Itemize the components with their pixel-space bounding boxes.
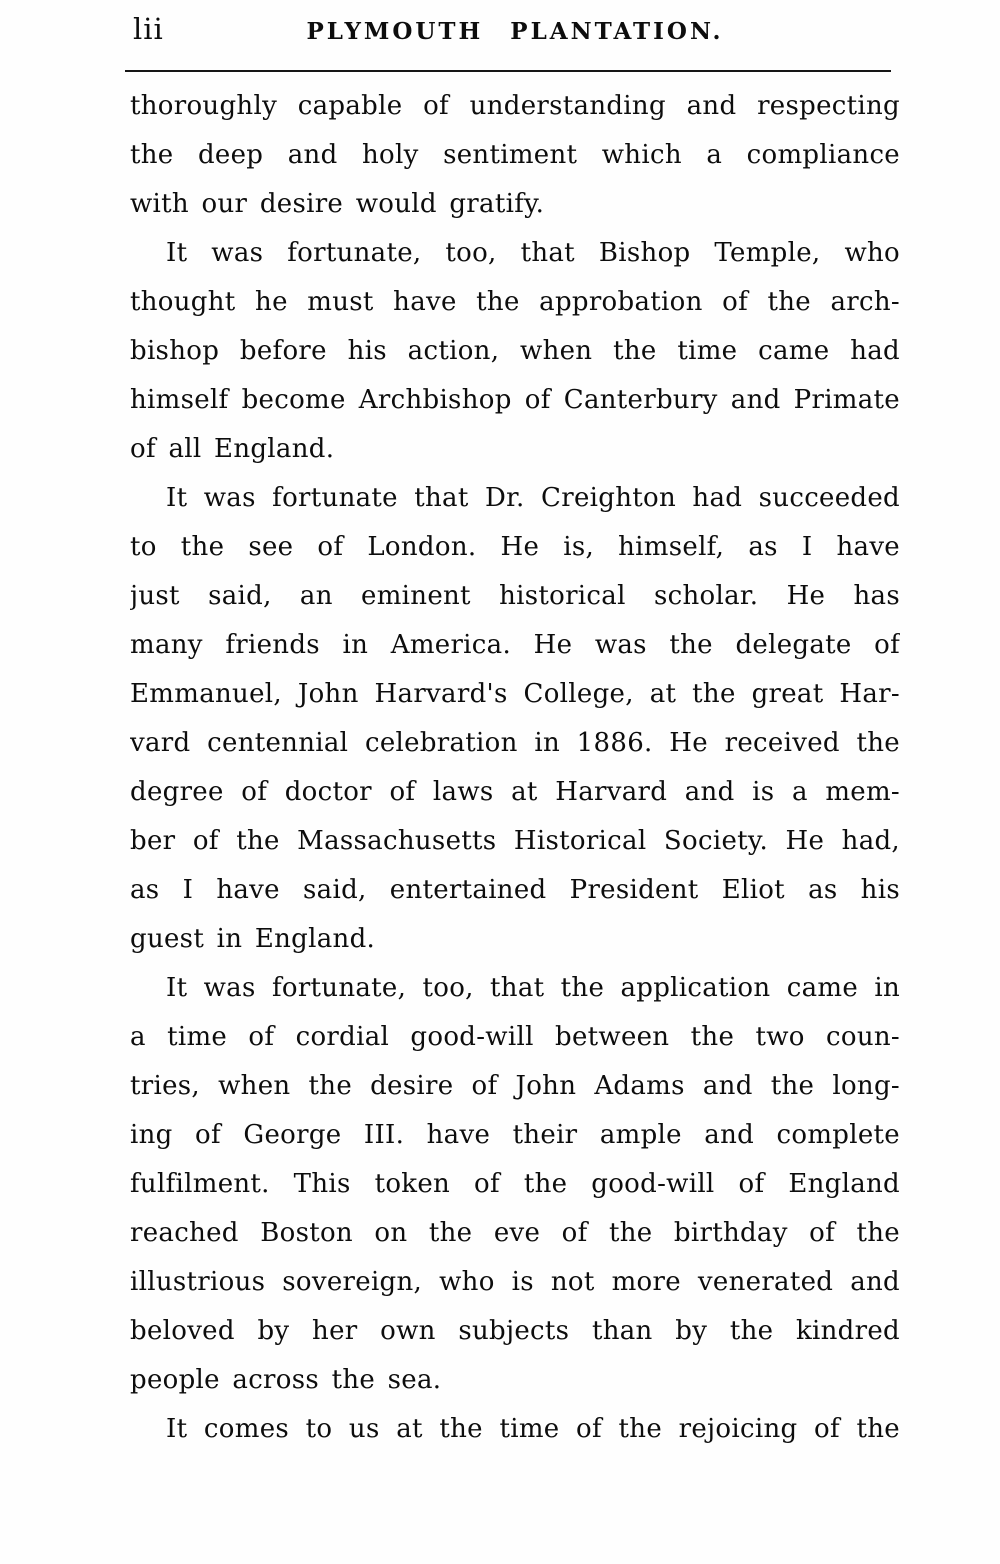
text-line: just said, an eminent historical scholar. He has xyxy=(130,581,900,611)
text-line: beloved by her own subjects than by the kindred xyxy=(130,1316,900,1346)
text-line: Emmanuel, John Harvard's College, at the great Har- xyxy=(130,679,900,709)
text-line: vard centennial celebration in 1886. He received the xyxy=(130,728,900,758)
text-line: to the see of London. He is, himself, as I have xyxy=(130,532,900,562)
text-line: fulfilment. This token of the good-will of England xyxy=(130,1169,900,1199)
running-title: PLYMOUTH PLANTATION. xyxy=(306,18,724,45)
text-line: the deep and holy sentiment which a compliance xyxy=(130,140,900,170)
text-line: many friends in America. He was the delegate of xyxy=(130,630,900,660)
paragraph xyxy=(130,229,900,474)
text-line: guest in England. xyxy=(130,924,376,954)
paragraph xyxy=(130,1405,900,1454)
text-line: It was fortunate, too, that the application came in xyxy=(166,973,900,1003)
text-line: people across the sea. xyxy=(130,1365,442,1395)
page-body xyxy=(130,82,900,1454)
text-line: illustrious sovereign, who is not more venerated and xyxy=(130,1267,900,1297)
text-line: with our desire would gratify. xyxy=(130,189,545,219)
page-number-folio: lii xyxy=(133,12,164,46)
text-line: thoroughly capable of understanding and respecting xyxy=(130,91,900,121)
text-line: degree of doctor of laws at Harvard and is a mem- xyxy=(130,777,900,807)
text-line: as I have said, entertained President Eliot as his xyxy=(130,875,900,905)
paragraph xyxy=(130,964,900,1405)
text-line: reached Boston on the eve of the birthday of the xyxy=(130,1218,900,1248)
text-line: bishop before his action, when the time came had xyxy=(130,336,900,366)
text-line: ber of the Massachusetts Historical Society. He had, xyxy=(130,826,900,856)
text-line: himself become Archbishop of Canterbury and Primate xyxy=(130,385,900,415)
text-line: It comes to us at the time of the rejoicing of the xyxy=(166,1414,900,1444)
text-line: ing of George III. have their ample and complete xyxy=(130,1120,900,1150)
text-line: thought he must have the approbation of the arch- xyxy=(130,287,900,317)
paragraph xyxy=(130,474,900,964)
text-line: It was fortunate, too, that Bishop Temple, who xyxy=(166,238,900,268)
text-line: It was fortunate that Dr. Creighton had succeeded xyxy=(166,483,900,513)
text-line: a time of cordial good-will between the two coun- xyxy=(130,1022,900,1052)
paragraph xyxy=(130,82,900,229)
text-line: of all England. xyxy=(130,434,335,464)
text-line: tries, when the desire of John Adams and the long- xyxy=(130,1071,900,1101)
header-rule xyxy=(125,70,891,72)
